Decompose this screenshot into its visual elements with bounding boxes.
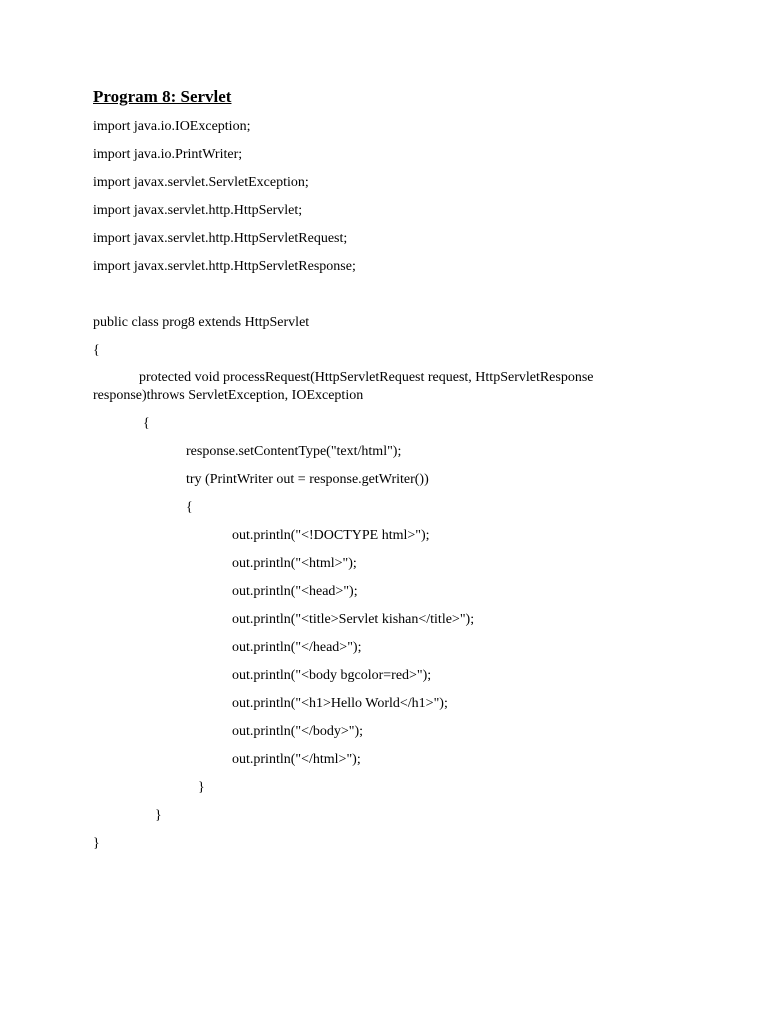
method-open-brace: { [143, 416, 150, 431]
try-open-brace: { [186, 500, 193, 515]
method-declaration-line-1: protected void processRequest(HttpServletRequest request, HttpServletResponse [139, 370, 594, 385]
method-declaration-line-2: response)throws ServletException, IOException [93, 388, 364, 403]
println-line: out.println("<html>"); [232, 556, 357, 571]
try-statement-line: try (PrintWriter out = response.getWriter()) [186, 472, 429, 487]
class-close-brace: } [93, 836, 100, 851]
try-close-brace: } [198, 780, 205, 795]
println-line: out.println("<body bgcolor=red>"); [232, 668, 432, 683]
import-line: import javax.servlet.http.HttpServletResponse; [93, 259, 356, 274]
import-line: import javax.servlet.ServletException; [93, 175, 309, 190]
println-line: out.println("<head>"); [232, 584, 358, 599]
set-content-type-line: response.setContentType("text/html"); [186, 444, 402, 459]
println-line: out.println("</body>"); [232, 724, 364, 739]
println-line: out.println("<title>Servlet kishan</title>"); [232, 612, 475, 627]
println-line: out.println("<h1>Hello World</h1>"); [232, 696, 448, 711]
class-open-brace: { [93, 343, 100, 358]
class-declaration: public class prog8 extends HttpServlet [93, 315, 310, 330]
import-line: import javax.servlet.http.HttpServlet; [93, 203, 303, 218]
println-line: out.println("</head>"); [232, 640, 362, 655]
println-line: out.println("<!DOCTYPE html>"); [232, 528, 430, 543]
println-line: out.println("</html>"); [232, 752, 361, 767]
import-line: import java.io.IOException; [93, 119, 251, 134]
import-line: import java.io.PrintWriter; [93, 147, 243, 162]
document-title: Program 8: Servlet [93, 87, 232, 106]
method-close-brace: } [155, 808, 162, 823]
import-line: import javax.servlet.http.HttpServletRequest; [93, 231, 348, 246]
